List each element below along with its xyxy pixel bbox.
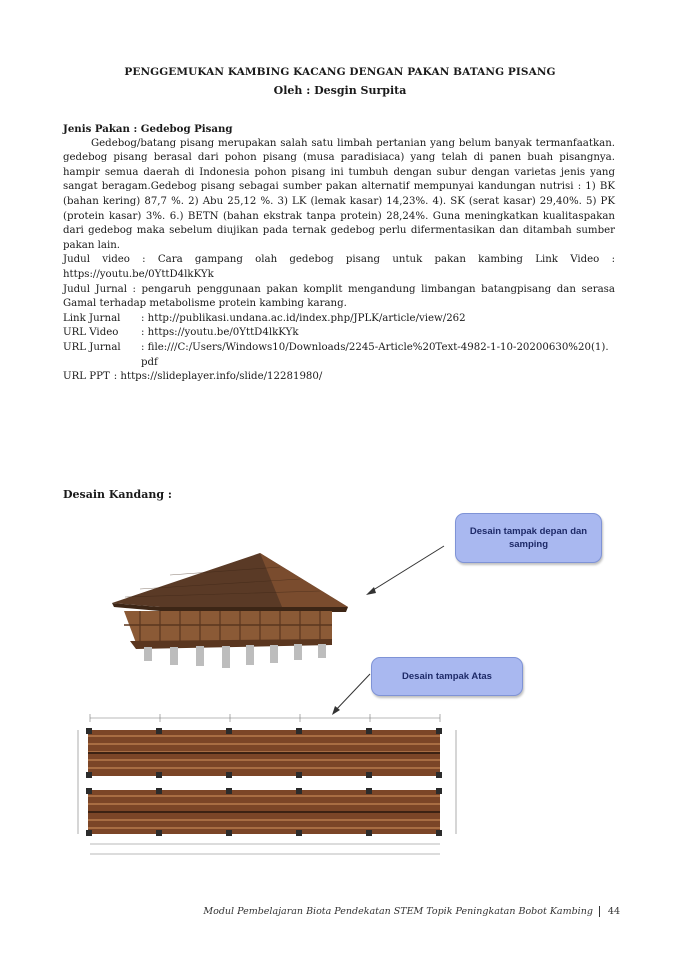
feed-heading: Jenis Pakan : Gedebog Pisang: [63, 123, 233, 135]
ref-value[interactable]: : file:///C:/Users/Windows10/Downloads/2245-Article%20Text-4982-1-10-20200630%20(1).pdf: [141, 341, 609, 368]
ref-value[interactable]: : https://youtu.be/0YttD4lkKYk: [141, 327, 299, 339]
ref-url-video[interactable]: [63, 326, 615, 341]
page-number: 44: [599, 906, 620, 917]
ref-label: URL Video: [63, 327, 119, 339]
ref-label: URL PPT: [63, 371, 110, 383]
callout-top-view: Desain tampak Atas: [371, 657, 523, 696]
ref-label: Link Jurnal: [63, 312, 121, 324]
ref-value[interactable]: : http://publikasi.undana.ac.id/index.php/JPLK/article/view/262: [141, 312, 466, 324]
barn-3d-illustration: [100, 545, 360, 675]
document-title: PENGGEMUKAN KAMBING KACANG DENGAN PAKAN BATANG PISANG: [124, 66, 556, 78]
ref-link-jurnal[interactable]: [63, 312, 615, 327]
feed-section: [63, 122, 615, 385]
ref-value[interactable]: : https://slideplayer.info/slide/12281980/: [113, 371, 323, 383]
footer-text: Modul Pembelajaran Biota Pendekatan STEM Topik Peningkatan Bobot Kambing: [203, 906, 593, 917]
document-author: Oleh : Desgin Surpita: [273, 84, 407, 97]
design-heading: Desain Kandang :: [63, 488, 172, 501]
video-title: Judul video : Cara gampang olah gedebog pisang untuk pakan kambing Link Video : https://youtu.be/0YttD4lkKYk: [63, 254, 615, 280]
ref-label: URL Jurnal: [63, 341, 121, 353]
journal-title: Judul Jurnal : pengaruh penggunaan pakan komplit mengandung limbangan batangpisang dan serasa Gamal terhadap metabolisme protein kambing karang.: [63, 283, 615, 310]
barn-top-plan: [70, 712, 470, 862]
ref-url-ppt[interactable]: [63, 370, 615, 385]
feed-paragraph: Gedebog/batang pisang merupakan salah satu limbah pertanian yang belum banyak termanfaatkan. gedebog pisang berasal dari pohon pisang (musa paradisiaca) yang telah di panen buah pisangnya. hampir semua daerah di Indonesia pohon pisang ini tumbuh dengan subur dengan varietas jenis yang sangat beragam.Gedebog pisang sebagai sumber pakan alternatif mempunyai kandungan nutrisi : 1) BK (bahan kering) 87,7 %. 2) Abu 25,12 %. 3) LK (lemak kasar) 14,23%. 4). SK (serat kasar) 29,40%. 5) PK (protein kasar) 3%. 6.) BETN (bahan ekstrak tanpa protein) 28,24%. Guna meningkatkan kualitaspakan dari gedebog maka sebelum diujikan pada ternak gedebog perlu difermentasikan dan ditambah sumber pakan lain.: [63, 137, 615, 251]
page-footer: [140, 906, 620, 917]
callout-front-side: Desain tampak depan dan samping: [455, 513, 602, 563]
ref-url-jurnal[interactable]: [63, 341, 615, 370]
